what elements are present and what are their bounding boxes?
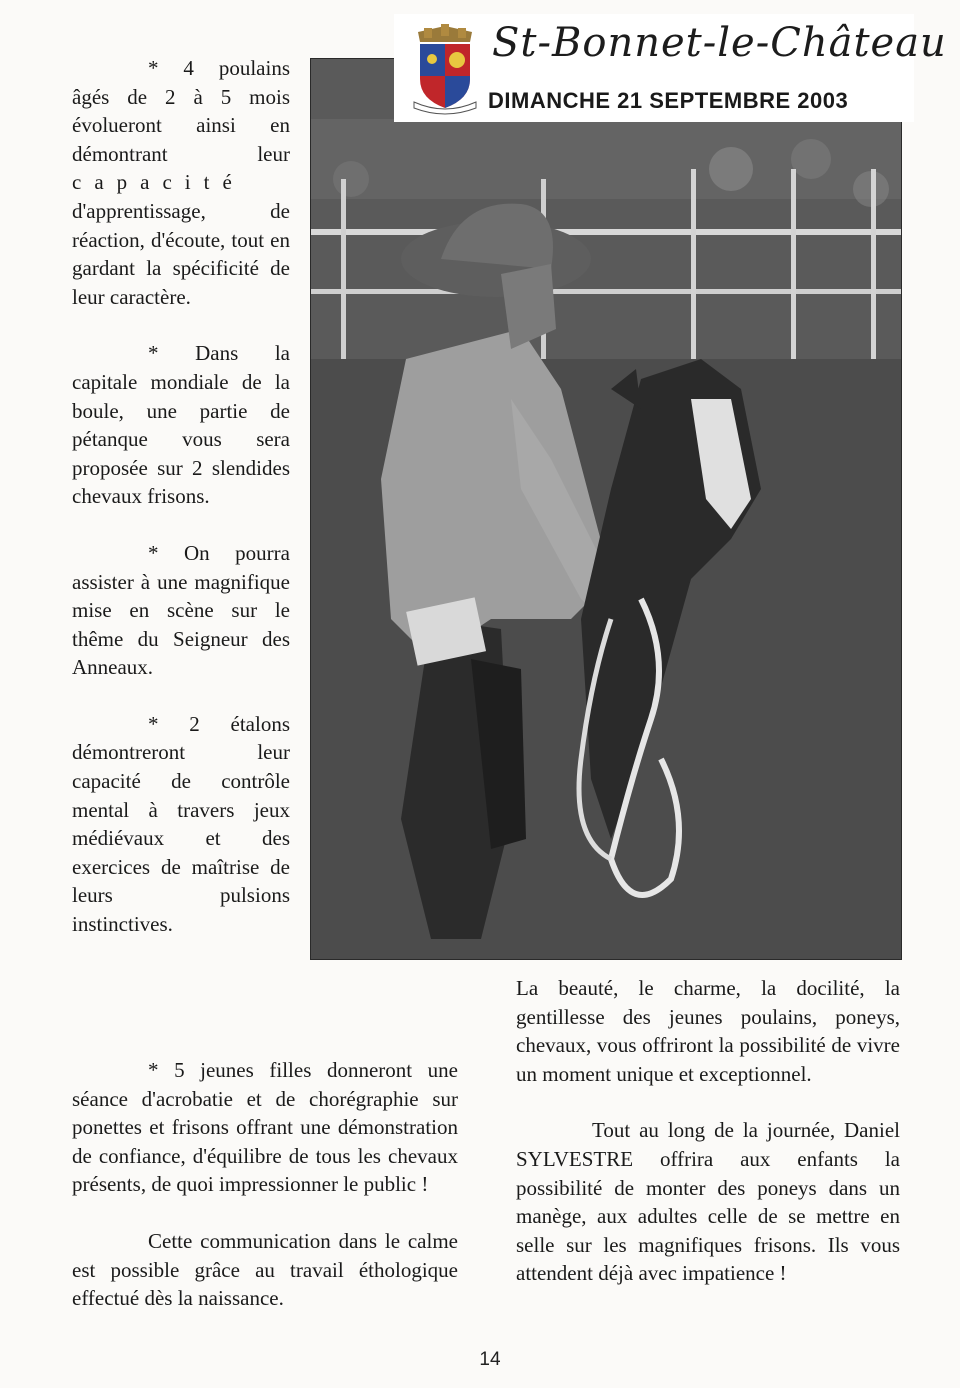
- town-name-title: St-Bonnet-le-Château: [492, 20, 947, 66]
- cowboy-leading-foal-photo: [310, 58, 902, 960]
- paragraph-foals-text: * 4 poulains âgés de 2 à 5 mois évolueront ainsi en démontrant leur: [72, 56, 290, 166]
- left-column: [72, 54, 290, 967]
- right-column: [516, 974, 900, 1316]
- paragraph-foals: [72, 54, 290, 311]
- paragraph-young-girls: * 5 jeunes filles donneront une séance d'acrobatie et de chorégraphie sur ponettes et frisons offrant une démonstration de confiance, d'équilibre de tous les chevaux présents, de quoi impressionner le public !: [72, 1058, 458, 1197]
- town-coat-of-arms-icon: [410, 24, 480, 116]
- left-column-lower: [72, 1056, 458, 1341]
- paragraph-stallions: * 2 étalons démontreront leur capacité de contrôle mental à travers jeux médiévaux et des exercices de maîtrise de leurs pulsions instinctives.: [72, 711, 290, 937]
- paragraph-beauty: La beauté, le charme, la docilité, la gentillesse des jeunes poulains, poneys, chevaux, vous offriront la possibilité de vivre un moment unique et exceptionnel.: [516, 976, 900, 1086]
- paragraph-daniel-sylvestre: Tout au long de la journée, Daniel SYLVESTRE offrira aux enfants la possibilité de monter des poneys dans un manège, aux adultes celle de se mettre en selle sur les magnifiques frisons. Ils vous attendent déjà avec impatience !: [516, 1118, 900, 1286]
- page-number: 14: [479, 1349, 501, 1370]
- event-date: DIMANCHE 21 SEPTEMBRE 2003: [488, 88, 849, 113]
- paragraph-lord-of-rings: * On pourra assister à une magnifique mise en scène sur le thême du Seigneur des Anneaux.: [72, 540, 290, 680]
- paragraph-foals-rest: d'apprentissage, de réaction, d'écoute, tout en gardant la spécificité de leur caractère.: [72, 198, 290, 309]
- photo-illustration: [311, 59, 901, 959]
- paragraph-communication: Cette communication dans le calme est possible grâce au travail éthologique effectué dès la naissance.: [72, 1228, 458, 1311]
- paragraph-foals-spread: capacité: [72, 170, 245, 195]
- paragraph-petanque: * Dans la capitale mondiale de la boule, une partie de pétanque vous sera proposée sur 2 slendides chevaux frisons.: [72, 341, 290, 509]
